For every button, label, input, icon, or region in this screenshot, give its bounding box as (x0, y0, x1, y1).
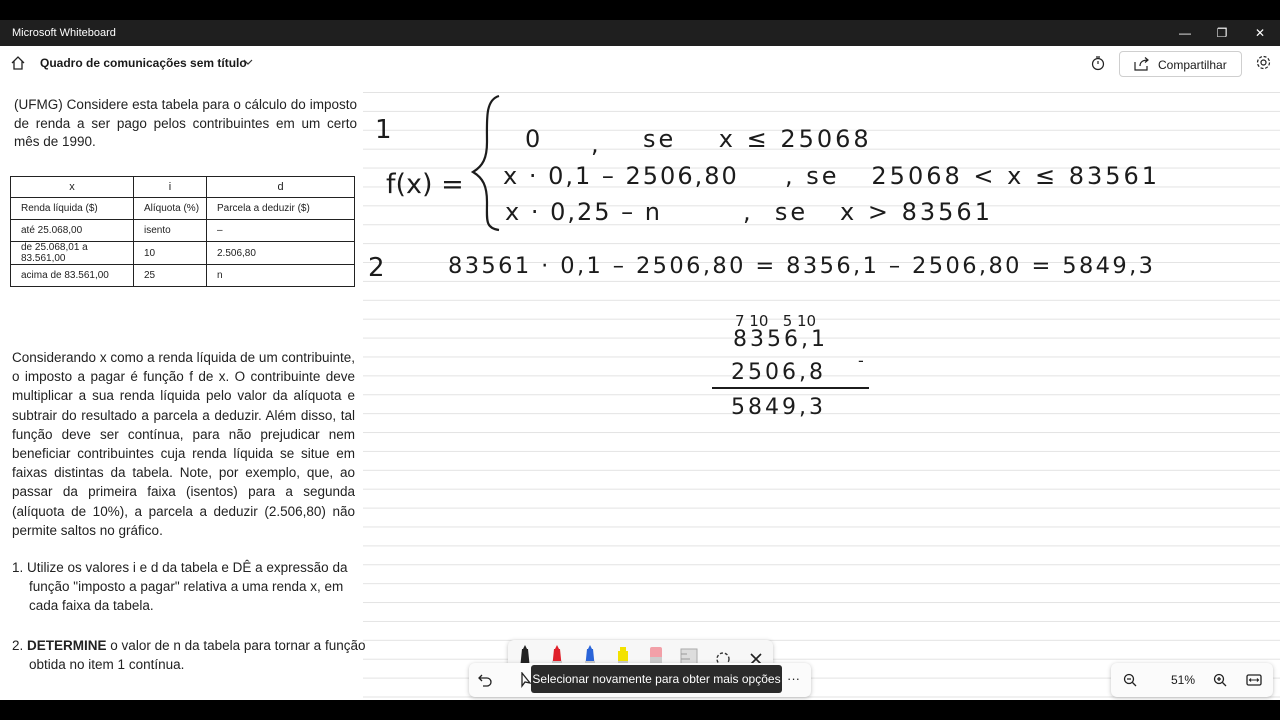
question-1-number: 1. (12, 560, 24, 575)
zoom-level: 51% (1170, 673, 1196, 687)
tax-table (10, 176, 355, 287)
table-row (11, 220, 355, 242)
table-cell: acima de 83.561,00 (11, 265, 134, 287)
brace (473, 96, 499, 230)
chevron-down-icon[interactable] (243, 57, 253, 67)
label-2: 2 (368, 253, 385, 283)
table-header-row (11, 198, 355, 220)
question-2-text: o valor de n da tabela para tornar a função obtida no item 1 contínua. (29, 638, 366, 673)
subtraction-borrow-marks: 7 10 5 10 (735, 312, 817, 330)
app-title: Microsoft Whiteboard (12, 27, 116, 39)
tooltip: Selecionar novamente para obter mais opções (531, 665, 782, 693)
zoom-out-icon[interactable] (1123, 673, 1137, 687)
table-header: Alíquota (%) (134, 198, 207, 220)
case-1-condition: se x ≤ 25068 (643, 125, 872, 153)
question-2 (12, 636, 372, 674)
board-title[interactable]: Quadro de comunicações sem título (40, 56, 247, 70)
share-icon (1134, 57, 1150, 71)
table-header: Renda líquida ($) (11, 198, 134, 220)
zoom-in-icon[interactable] (1213, 673, 1227, 687)
settings-gear-icon[interactable] (1255, 54, 1272, 71)
timer-icon[interactable] (1090, 55, 1106, 71)
subtraction-subtrahend: 2506,8 (731, 360, 826, 385)
board-header (0, 46, 1280, 81)
case-2-condition: , se 25068 < x ≤ 83561 (785, 162, 1161, 190)
problem-explanation: Considerando x como a renda líquida de um contribuinte, o imposto a pagar é função f de x. O contribuinte deve multiplicar a sua renda líquida pelo valor da alíquota e subtrair do resultado a parcela a deduzir. Além disso, tal função deve ser contínua, para não prejudicar nem beneficiar contribuintes cuja renda líquida se situe em faixas distintas da tabela. Note, por exemplo, que, ao passar da primeira faixa (isentos) para a segunda (alíquota de 10%), a parcela a deduzir (2.506,80) não permite saltos no gráfico. (12, 350, 355, 538)
case-2-expression: x · 0,1 – 2506,80 (503, 162, 739, 190)
table-cell: isento (134, 220, 207, 242)
table-letter: d (207, 177, 355, 198)
table-row (11, 242, 355, 265)
minimize-button[interactable]: — (1179, 26, 1191, 40)
handwriting-layer[interactable] (363, 80, 1280, 700)
case-1-expression: 0 (525, 125, 544, 153)
question-2-number: 2. (12, 638, 24, 653)
home-icon[interactable] (10, 55, 26, 71)
label-1: 1 (375, 115, 392, 145)
subtraction-result: 5849,3 (731, 395, 826, 420)
case-1-comma: , (591, 130, 599, 158)
problem-document-image[interactable] (0, 80, 366, 700)
more-options-button[interactable]: ··· (787, 671, 800, 686)
table-letter-row (11, 177, 355, 198)
share-label: Compartilhar (1158, 58, 1227, 72)
subtraction-minuend: 8356,1 (733, 327, 828, 352)
close-window-button[interactable]: ✕ (1254, 26, 1266, 40)
subtraction-sign: - (858, 351, 864, 370)
undo-icon[interactable] (477, 672, 493, 688)
case-3-expression: x · 0,25 – n (505, 198, 662, 226)
table-cell: 2.506,80 (207, 242, 355, 265)
question-2-bold: DETERMINE (27, 638, 107, 653)
case-3-condition: , se x > 83561 (743, 198, 993, 226)
title-bar (0, 20, 1280, 46)
zoom-controls (1111, 663, 1273, 697)
share-button[interactable] (1119, 51, 1242, 77)
table-cell: até 25.068,00 (11, 220, 134, 242)
table-cell: 25 (134, 265, 207, 287)
app-window (0, 20, 1280, 700)
function-lhs: f(x) = (386, 169, 464, 200)
table-cell: n (207, 265, 355, 287)
question-1 (12, 558, 372, 616)
calculation-line: 83561 · 0,1 – 2506,80 = 8356,1 – 2506,80 = 5849,3 (448, 253, 1156, 279)
table-header: Parcela a deduzir ($) (207, 198, 355, 220)
question-1-text: Utilize os valores i e d da tabela e DÊ a expressão da função "imposto a pagar" relativa a uma renda x, em cada faixa da tabela. (27, 560, 348, 614)
restore-button[interactable]: ❐ (1216, 26, 1228, 40)
table-cell: – (207, 220, 355, 242)
table-row (11, 265, 355, 287)
fit-to-screen-icon[interactable] (1246, 673, 1262, 687)
problem-intro: (UFMG) Considere esta tabela para o cálculo do imposto de renda a ser pago pelos contribuintes em um certo mês de 1990. (14, 97, 357, 149)
table-cell: de 25.068,01 a 83.561,00 (11, 242, 134, 265)
table-letter: i (134, 177, 207, 198)
table-cell: 10 (134, 242, 207, 265)
table-letter: x (11, 177, 134, 198)
